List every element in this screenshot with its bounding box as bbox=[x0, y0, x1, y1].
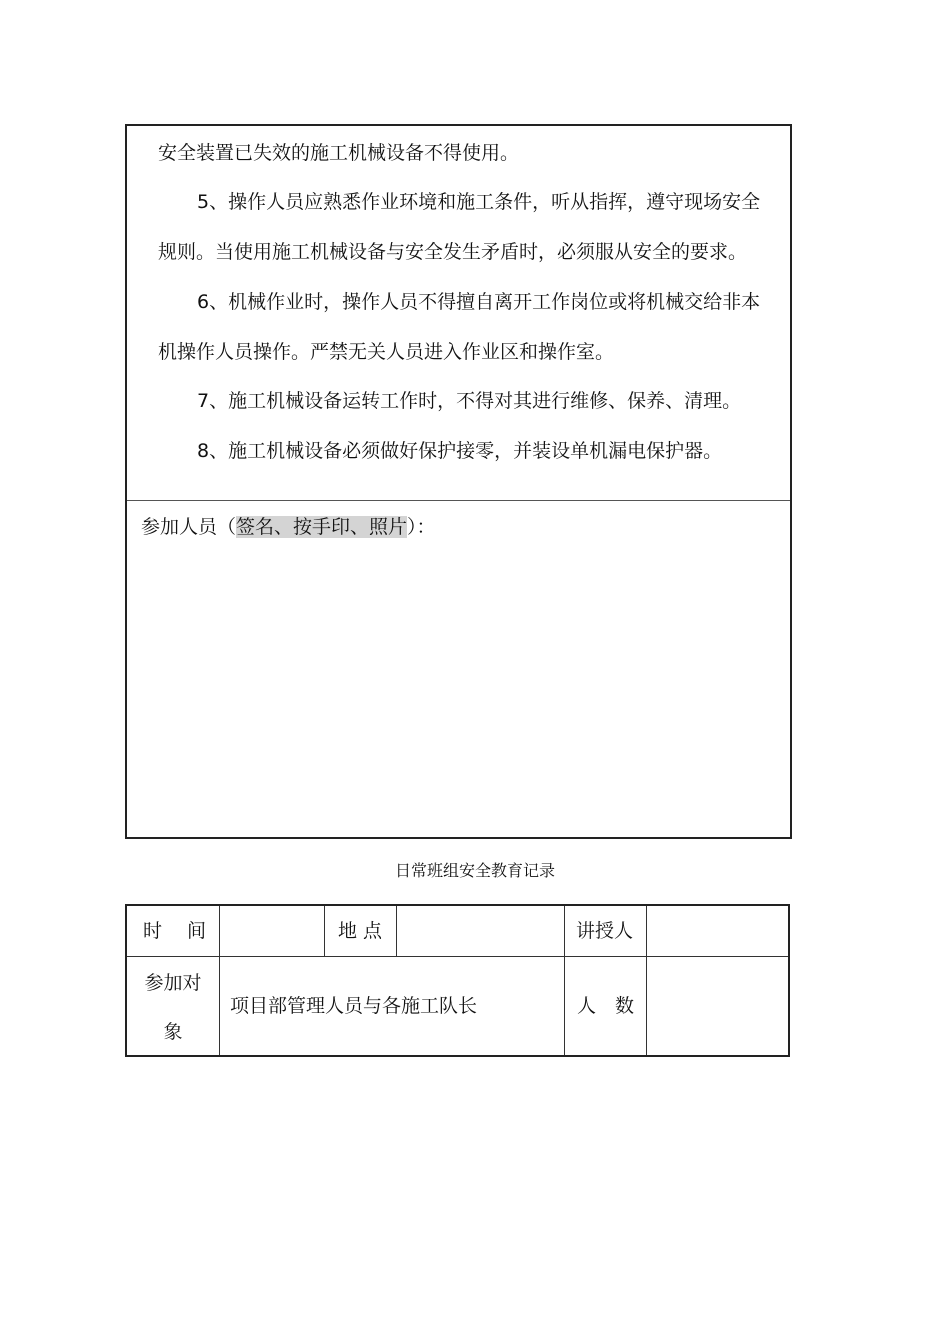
audience-label-line-2: 象 bbox=[163, 1021, 183, 1043]
audience-value: 项目部管理人员与各施工队长 bbox=[230, 995, 478, 1017]
lecturer-value bbox=[647, 906, 788, 956]
rule-item-6-line-2: 机操作人员操作。严禁无关人员进入作业区和操作室。 bbox=[158, 341, 615, 363]
count-label: 人 数 bbox=[576, 995, 634, 1017]
rules-section bbox=[127, 126, 790, 501]
rule-line-1: 安全装置已失效的施工机械设备不得使用。 bbox=[158, 142, 520, 164]
participants-label-suffix: ）： bbox=[407, 516, 436, 538]
rule-item-6-line-1: 6、机械作业时，操作人员不得擅自离开工作岗位或将机械交给非本 bbox=[197, 291, 761, 313]
safety-rules-box bbox=[125, 124, 792, 839]
time-value bbox=[220, 906, 324, 956]
rule-item-7: 7、施工机械设备运转工作时，不得对其进行维修、保养、清理。 bbox=[197, 390, 742, 412]
rule-item-5-line-1: 5、操作人员应熟悉作业环境和施工条件，听从指挥，遵守现场安全 bbox=[197, 191, 761, 213]
place-label: 地 点 bbox=[338, 920, 383, 942]
count-value bbox=[647, 957, 788, 1055]
participants-label-prefix: 参加人员（ bbox=[141, 516, 237, 538]
lecturer-label: 讲授人 bbox=[576, 920, 634, 942]
rule-item-5-line-2: 规则。当使用施工机械设备与安全发生矛盾时，必须服从安全的要求。 bbox=[158, 241, 748, 263]
record-title: 日常班组安全教育记录 bbox=[394, 861, 555, 880]
audience-label-line-1: 参加对 bbox=[144, 972, 202, 994]
rule-item-8: 8、施工机械设备必须做好保护接零，并装设单机漏电保护器。 bbox=[197, 440, 723, 462]
participants-section bbox=[127, 501, 790, 837]
record-table bbox=[125, 904, 790, 1057]
participants-label bbox=[141, 515, 436, 539]
place-value bbox=[397, 906, 564, 956]
participants-label-highlight: 签名、按手印、照片 bbox=[236, 516, 408, 538]
audience-label bbox=[127, 957, 219, 1055]
time-label: 时 间 bbox=[143, 920, 207, 942]
